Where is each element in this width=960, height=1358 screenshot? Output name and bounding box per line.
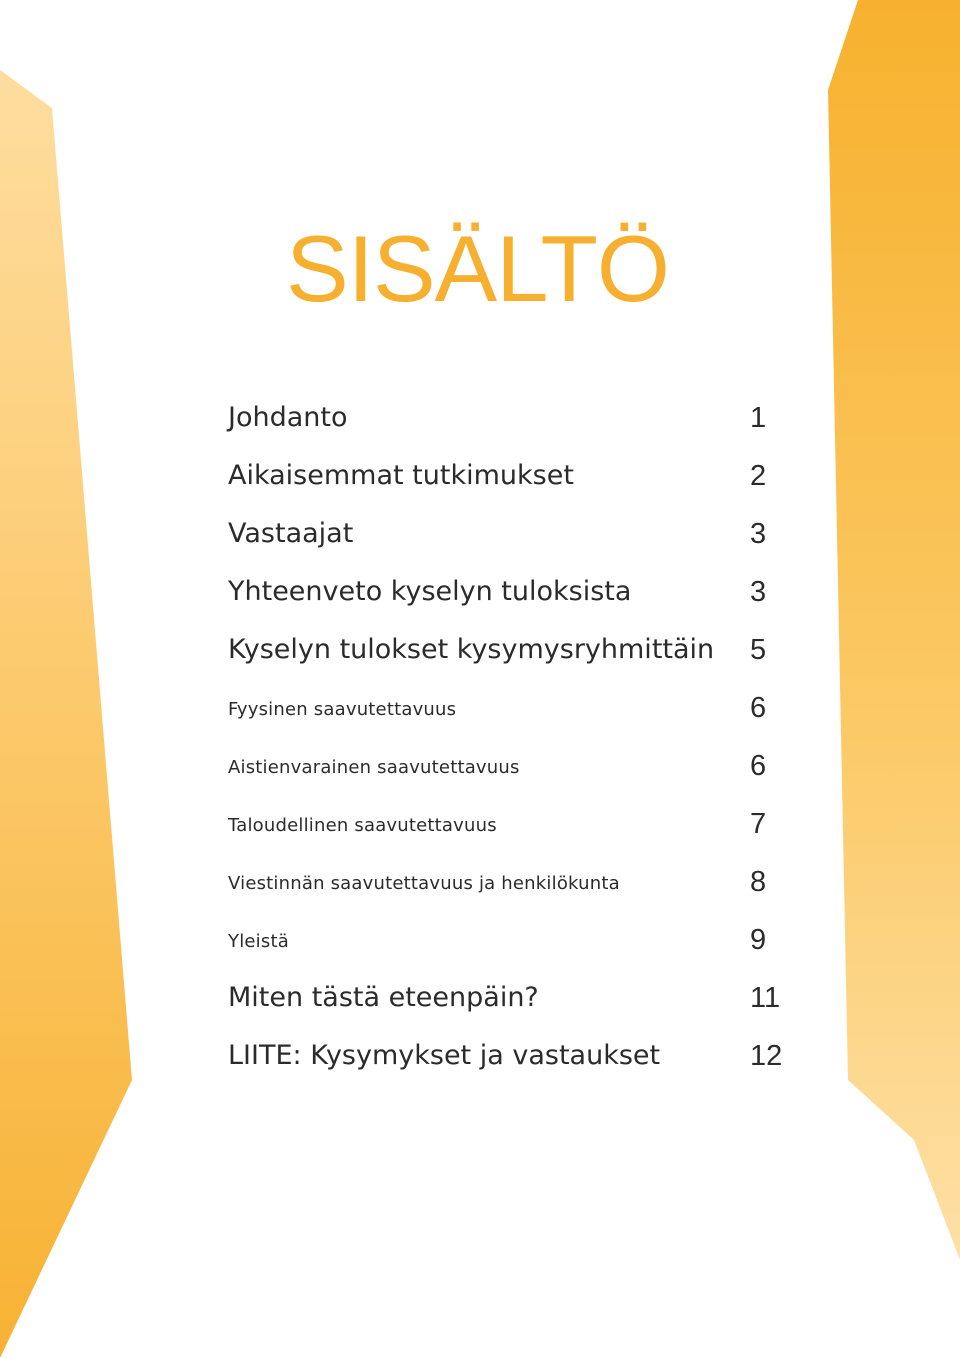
page-title: SISÄLTÖ — [286, 216, 670, 321]
left-band-shape — [0, 70, 132, 1358]
toc-item-page: 1 — [750, 402, 767, 434]
toc-item-label: Kyselyn tulokset kysymysryhmittäin — [228, 634, 715, 665]
toc-item-label: Aikaisemmat tutkimukset — [228, 460, 574, 491]
toc-item-page: 8 — [750, 866, 767, 898]
toc-item-page: 9 — [750, 924, 767, 956]
toc-item-page: 6 — [750, 692, 767, 724]
toc-item-page: 5 — [750, 634, 767, 666]
right-band-shape — [828, 0, 960, 1260]
toc-item-label: Johdanto — [228, 402, 348, 433]
toc-item-label: Vastaajat — [228, 518, 354, 549]
toc-item-page: 2 — [750, 460, 767, 492]
toc-item-label: Yhteenveto kyselyn tuloksista — [228, 576, 632, 607]
toc-item-page: 6 — [750, 750, 767, 782]
toc-item-label: Aistienvarainen saavutettavuus — [228, 757, 520, 778]
toc-item-page: 7 — [750, 808, 767, 840]
toc-item-page: 12 — [750, 1040, 783, 1072]
toc-item-label: LIITE: Kysymykset ja vastaukset — [228, 1040, 661, 1071]
toc-item-label: Viestinnän saavutettavuus ja henkilökunta — [228, 873, 620, 894]
toc-item-label: Miten tästä eteenpäin? — [228, 982, 539, 1013]
toc-item-page: 3 — [750, 518, 767, 550]
toc-item-label: Fyysinen saavutettavuus — [228, 699, 457, 720]
toc-item-label: Taloudellinen saavutettavuus — [228, 815, 497, 836]
toc-item-page: 3 — [750, 576, 767, 608]
toc-item-label: Yleistä — [228, 931, 289, 952]
toc-item-page: 11 — [750, 982, 781, 1014]
